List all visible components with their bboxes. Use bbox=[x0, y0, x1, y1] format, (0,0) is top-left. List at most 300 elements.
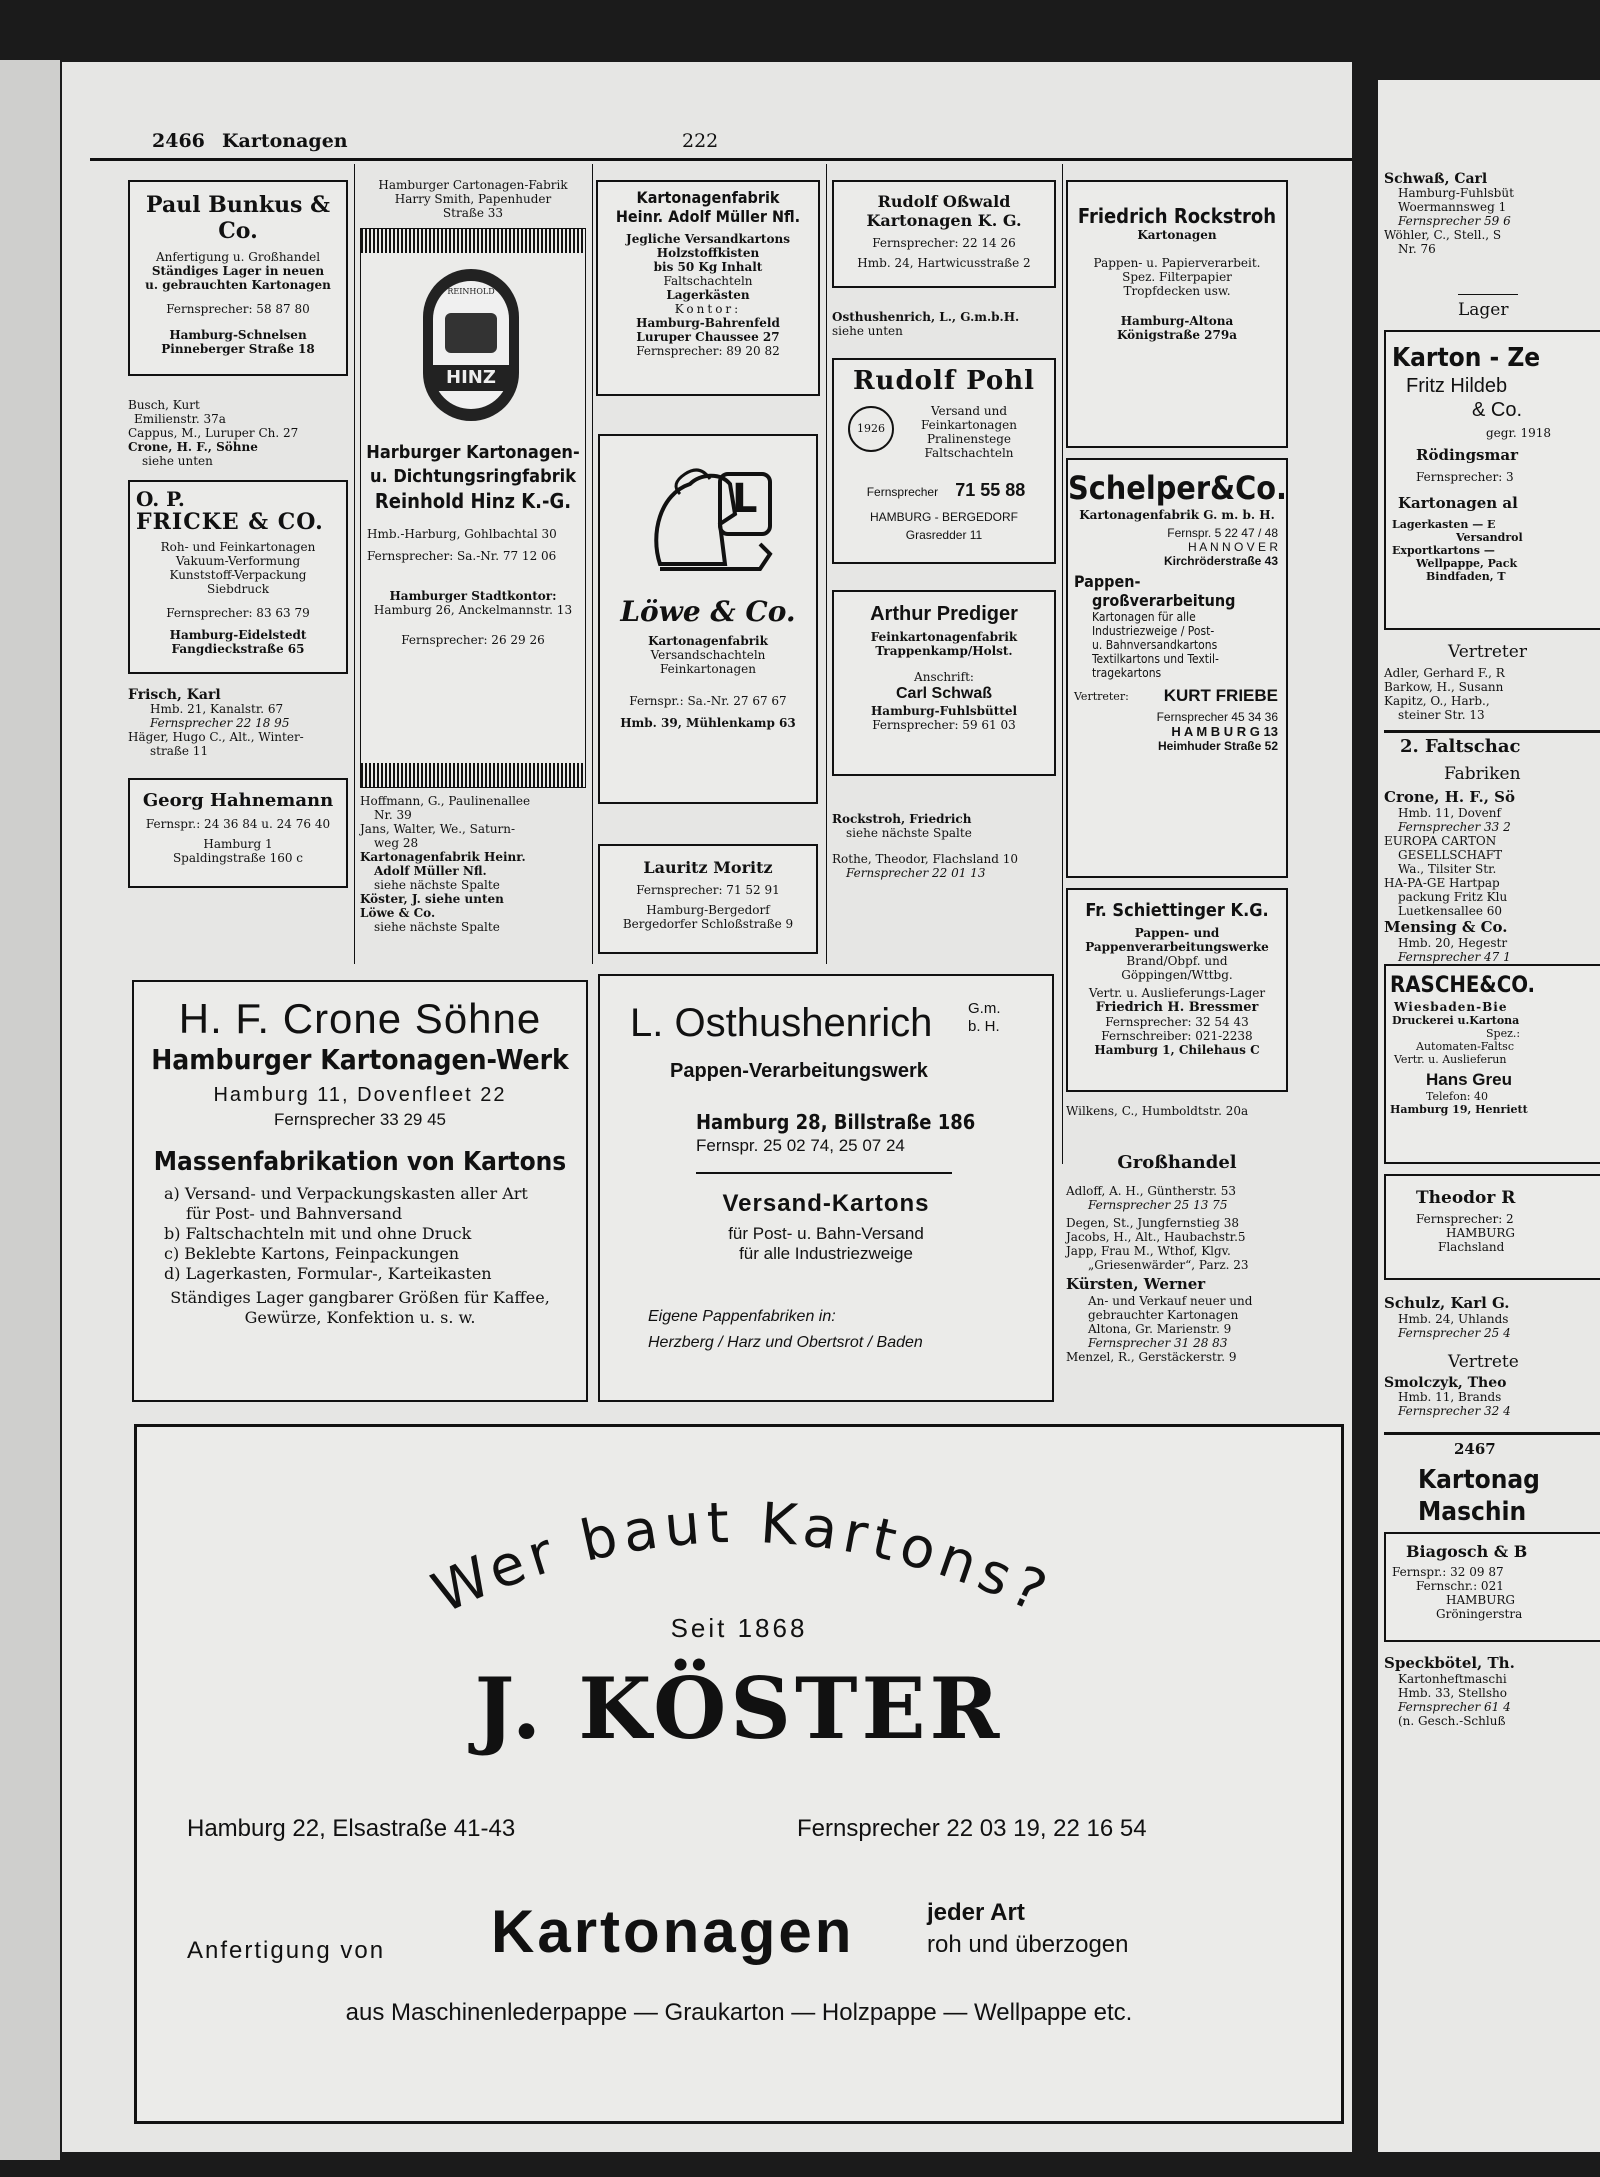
ad-theodor bbox=[1384, 1174, 1600, 1280]
phone: Fernsprecher: 26 29 26 bbox=[401, 633, 545, 647]
text-line: Luruper Chaussee 27 bbox=[636, 330, 780, 344]
text-line: Ständiges Lager in neuen bbox=[151, 264, 325, 278]
address: Hamburg 19, Henriett bbox=[1390, 1103, 1528, 1116]
company-name: J. KÖSTER bbox=[474, 1659, 1004, 1758]
text-line: Maschin bbox=[1418, 1497, 1527, 1527]
list-item: Rothe, Theodor, Flachsland 10 bbox=[832, 852, 1018, 866]
listing-group bbox=[1384, 1294, 1511, 1340]
phone: Fernsprecher: Sa.-Nr. 77 12 06 bbox=[367, 549, 557, 563]
pohl-contact bbox=[848, 480, 1044, 501]
address: Hmb.-Harburg, Gohlbachtal 30 bbox=[367, 527, 557, 541]
list-item: Fernsprecher 31 28 83 bbox=[1088, 1336, 1228, 1350]
text-line: Roh- und Feinkartonagen bbox=[160, 540, 316, 554]
page-number: 2466 bbox=[152, 130, 205, 152]
address: Hamburg 26, Anckelmannstr. 13 bbox=[373, 603, 573, 617]
list-item: Wa., Tilsiter Str. bbox=[1398, 862, 1497, 876]
ad-schelper bbox=[1066, 458, 1288, 878]
city: Hamburg-Altona bbox=[1120, 314, 1234, 328]
ad-loewe bbox=[598, 434, 818, 804]
street: Spaldingstraße 160 c bbox=[172, 851, 304, 865]
ad-rasche bbox=[1384, 964, 1600, 1164]
ad-koester bbox=[134, 1424, 1344, 2124]
listing-group bbox=[1384, 172, 1514, 256]
list-item: Barkow, H., Susann bbox=[1384, 680, 1504, 694]
listing-group bbox=[832, 310, 1019, 338]
address: Hmb. 24, Hartwicusstraße 2 bbox=[857, 256, 1031, 270]
text-line: Spez.: bbox=[1486, 1027, 1521, 1040]
founded-year: Seit 1868 bbox=[670, 1613, 808, 1643]
text-line: Druckerei u.Kartona bbox=[1392, 1014, 1520, 1027]
list-item: Jans, Walter, We., Saturn- bbox=[360, 822, 516, 836]
divider bbox=[1384, 1432, 1600, 1435]
street: Gröningerstra bbox=[1436, 1607, 1523, 1621]
list-item: siehe unten bbox=[142, 454, 213, 468]
text-line: Pappen- bbox=[1074, 572, 1141, 591]
list-item: Rockstroh, Friedrich bbox=[832, 812, 972, 826]
text-line: Bergedorfer Schloßstraße 9 bbox=[622, 917, 794, 931]
listing-group bbox=[1066, 1104, 1248, 1118]
list-item: b) Faltschachteln mit und ohne Druck bbox=[164, 1224, 472, 1243]
text-line: Lagerkästen bbox=[666, 288, 750, 302]
text-line: Wellpappe, Pack bbox=[1416, 557, 1518, 570]
list-item: Löwe & Co. bbox=[360, 906, 436, 920]
company-name: Georg Hahnemann bbox=[142, 790, 334, 811]
company-name-line2: FRICKE & CO. bbox=[136, 509, 324, 535]
text-line: Harburger Kartonagen- bbox=[366, 442, 580, 463]
text-line: Wiesbaden-Bie bbox=[1394, 1000, 1508, 1014]
text-line: großverarbeitung bbox=[1092, 591, 1236, 610]
text-line: Vertr. u. Auslieferungs-Lager bbox=[1088, 986, 1266, 1000]
list-item: Hmb. 21, Kanalstr. 67 bbox=[150, 702, 284, 716]
list-item: siehe unten bbox=[832, 324, 903, 338]
phone: Fernsprecher: 32 54 43 bbox=[1105, 1015, 1249, 1029]
city: HAMBURG bbox=[1446, 1593, 1515, 1607]
materials: aus Maschinenlederpappe — Graukarton — Holzpappe — Wellpappe etc. bbox=[345, 1999, 1133, 2026]
address: Hamburg 28, Billstraße 186 bbox=[696, 1110, 976, 1134]
text-line: bis 50 Kg Inhalt bbox=[653, 260, 763, 274]
text-line: u. Dichtungsringfabrik bbox=[370, 466, 576, 487]
list-item: Kürsten, Werner bbox=[1066, 1275, 1206, 1293]
listing-group bbox=[1384, 1654, 1515, 1728]
text-line: Kartonagenfabrik G. m. b. H. bbox=[1079, 508, 1275, 522]
text-line: Göppingen/Wttbg. bbox=[1121, 968, 1233, 982]
text-line: Faltschachteln bbox=[663, 274, 753, 288]
page-left bbox=[62, 62, 1352, 2152]
list-item: Fernsprecher 22 18 95 bbox=[150, 716, 290, 730]
list-item: Emilienstr. 37a bbox=[134, 412, 226, 426]
listing-group bbox=[1066, 1184, 1252, 1364]
list-item: Osthushenrich, L., G.m.b.H. bbox=[832, 310, 1020, 324]
text-line: roh und überzogen bbox=[927, 1931, 1129, 1958]
section-heading: Lager bbox=[1458, 300, 1509, 320]
text-line: Kartonagenfabrik bbox=[648, 634, 768, 648]
phone: 71 55 88 bbox=[955, 480, 1026, 500]
listing-smith bbox=[358, 178, 588, 220]
ad-mueller bbox=[596, 180, 820, 396]
text-line: Pappen- u. Papierverarbeit. bbox=[1093, 256, 1261, 270]
text-line: u. Bahnversandkartons bbox=[1092, 638, 1218, 652]
text-line: Kartonagen al bbox=[1398, 494, 1518, 512]
phone: Fernspr.: 24 36 84 u. 24 76 40 bbox=[145, 817, 331, 831]
page-number: 2467 bbox=[1454, 1440, 1496, 1458]
list-item: EUROPA CARTON bbox=[1384, 834, 1497, 848]
listing-group bbox=[1384, 1376, 1511, 1418]
company-name: RASCHE&CO. bbox=[1390, 973, 1536, 998]
city: H A M B U R G 13 bbox=[1171, 724, 1278, 739]
phone: Fernspr. 25 02 74, 25 07 24 bbox=[696, 1136, 905, 1155]
list-item: Fernsprecher 25 13 75 bbox=[1088, 1198, 1228, 1212]
list-item: Schwaß, Carl bbox=[1384, 171, 1488, 187]
list-item: Hamburg-Fuhlsbüt bbox=[1398, 186, 1514, 200]
list-item: für Post- und Bahnversand bbox=[186, 1204, 403, 1223]
list-item: Hmb. 11, Brands bbox=[1398, 1390, 1502, 1404]
company-name: Fr. Schiettinger K.G. bbox=[1085, 900, 1269, 921]
city: Hamburg-Eidelstedt bbox=[169, 628, 307, 642]
city: H A N N O V E R bbox=[1187, 540, 1278, 554]
ad-crone bbox=[132, 980, 588, 1402]
text-line: Kontor: bbox=[674, 302, 742, 316]
street: Pinneberger Straße 18 bbox=[161, 342, 315, 356]
text-line: Herzberg / Harz und Obertsrot / Baden bbox=[648, 1334, 923, 1351]
list-item: Nr. 76 bbox=[1398, 242, 1436, 256]
svg-text:Wer baut Kartons?: Wer baut Kartons? bbox=[423, 1490, 1061, 1628]
list-item: Hmb. 11, Dovenf bbox=[1398, 806, 1501, 820]
text-line: Automaten-Faltsc bbox=[1416, 1040, 1514, 1053]
listing-group bbox=[128, 398, 298, 468]
ad-osswald bbox=[832, 180, 1056, 288]
phone: Fernsprecher: 59 61 03 bbox=[872, 718, 1016, 732]
column-divider bbox=[826, 164, 827, 964]
telex: Fernschr.: 021 bbox=[1416, 1579, 1504, 1593]
headline: Massenfabrikation von Kartons bbox=[153, 1147, 567, 1177]
list-item: Adler, Gerhard F., R bbox=[1384, 666, 1505, 680]
listing-group bbox=[128, 688, 304, 758]
list-item: Schulz, Karl G. bbox=[1384, 1294, 1510, 1312]
logo-ring-text: REINHOLD bbox=[447, 287, 495, 296]
text-line: Hamburg-Bahrenfeld bbox=[636, 316, 780, 330]
ad-hinz bbox=[360, 228, 586, 788]
text-line: Heinr. Adolf Müller Nfl. bbox=[615, 207, 801, 226]
list-item: Fernsprecher 33 2 bbox=[1398, 820, 1511, 834]
company-name-line2: Kartonagen K. G. bbox=[866, 211, 1022, 230]
list-item: Altona, Gr. Marienstr. 9 bbox=[1088, 1322, 1232, 1336]
company-name: Rudolf Pohl bbox=[852, 366, 1036, 396]
company-name: Karton - Ze bbox=[1392, 343, 1541, 373]
street: Grasredder 11 bbox=[905, 528, 983, 542]
listing-group bbox=[360, 794, 530, 934]
phone: Fernsprecher: 58 87 80 bbox=[166, 302, 310, 316]
column-divider bbox=[592, 164, 593, 964]
phone: Fernspr. 5 22 47 / 48 bbox=[1167, 526, 1278, 540]
list-item: Hmb. 20, Hegestr bbox=[1398, 936, 1508, 950]
ad-prediger bbox=[832, 590, 1056, 776]
year-seal-icon: 1926 bbox=[848, 406, 894, 452]
decorative-border bbox=[361, 763, 585, 787]
loewe-text bbox=[600, 634, 816, 730]
company-name: Theodor R bbox=[1416, 1188, 1516, 1208]
ad-moritz bbox=[598, 844, 818, 954]
text-line: Eigene Pappenfabriken in: bbox=[648, 1308, 836, 1325]
section-heading: Großhandel bbox=[1117, 1152, 1237, 1173]
agent-name: KURT FRIEBE bbox=[1163, 686, 1278, 705]
text-line: Hamburg-Fuhlsbüttel bbox=[870, 704, 1018, 718]
text-line: gegr. 1918 bbox=[1486, 426, 1552, 440]
list-item: Fernsprecher 22 01 13 bbox=[846, 866, 986, 880]
company-name: Friedrich Rockstroh bbox=[1077, 204, 1277, 228]
street: Fangdieckstraße 65 bbox=[171, 642, 305, 656]
hinz-address bbox=[367, 527, 557, 563]
phone: Fernsprecher: 71 52 91 bbox=[636, 883, 780, 897]
logo-letter: L bbox=[732, 476, 758, 522]
text-line: Kartonagenfabrik bbox=[636, 188, 780, 207]
list-item: Japp, Frau M., Wthof, Klgv. bbox=[1066, 1244, 1231, 1258]
text-line: Lagerkasten — E bbox=[1392, 518, 1496, 531]
text-line: Anschrift: bbox=[914, 670, 974, 684]
section-heading: Fabriken bbox=[1444, 764, 1521, 784]
address: Hamburg 1, Chilehaus C bbox=[1094, 1043, 1260, 1057]
text-line: Kartonag bbox=[1418, 1465, 1540, 1495]
phone: Telefon: 40 bbox=[1426, 1090, 1488, 1103]
company-name: Lauritz Moritz bbox=[643, 858, 773, 877]
list-item: Smolczyk, Theo bbox=[1384, 1375, 1507, 1391]
address: Hmb. 39, Mühlenkamp 63 bbox=[620, 716, 796, 730]
text-line: Kartonagen für alle bbox=[1092, 610, 1196, 624]
phone: Fernsprecher: 22 14 26 bbox=[872, 236, 1016, 250]
headline: Versand-Kartons bbox=[722, 1190, 930, 1217]
list-item: weg 28 bbox=[374, 836, 419, 850]
phone: Fernsprecher: 3 bbox=[1416, 470, 1514, 484]
list-item: Wilkens, C., Humboldtstr. 20a bbox=[1066, 1104, 1249, 1118]
list-item: Hoffmann, G., Paulinenallee bbox=[360, 794, 531, 808]
text-line: jeder Art bbox=[927, 1899, 1025, 1926]
company-name: Löwe & Co. bbox=[620, 595, 796, 628]
text-line: Pralinenstege bbox=[926, 432, 1012, 446]
section-title: Kartonagen bbox=[222, 130, 348, 152]
divider bbox=[696, 1172, 952, 1174]
section-heading: 2. Faltschac bbox=[1400, 736, 1521, 757]
osthus-text bbox=[600, 1224, 1052, 1264]
company-name: Schelper&Co. bbox=[1068, 469, 1287, 507]
text-line: Reinhold Hinz K.-G. bbox=[374, 489, 572, 513]
list-item: Kartonagenfabrik Heinr. bbox=[360, 850, 526, 864]
list-item: Mensing & Co. bbox=[1384, 918, 1508, 936]
list-item: Straße 33 bbox=[442, 206, 504, 220]
list-item: Cappus, M., Luruper Ch. 27 bbox=[128, 426, 299, 440]
list-item: „Griesenwärder“, Parz. 23 bbox=[1088, 1258, 1249, 1272]
ad-pohl bbox=[832, 358, 1056, 564]
company-name-line1: O. P. bbox=[136, 487, 185, 511]
text-line: Versandrol bbox=[1456, 531, 1523, 544]
text-line: für Post- u. Bahn-Versand bbox=[728, 1224, 924, 1243]
text-line: Fritz Hildeb bbox=[1406, 375, 1508, 397]
text-line: Pappenverarbeitungswerke bbox=[1085, 940, 1269, 954]
section-heading: Vertrete bbox=[1448, 1352, 1519, 1372]
osthus-factories bbox=[648, 1304, 923, 1356]
list-item: siehe nächste Spalte bbox=[374, 920, 500, 934]
list-item: Jacobs, H., Alt., Haubachstr.5 bbox=[1066, 1230, 1246, 1244]
list-item: Harry Smith, Papenhuder bbox=[394, 192, 552, 206]
text-line: & Co. bbox=[1472, 399, 1523, 421]
list-item: Köster, J. siehe unten bbox=[360, 892, 504, 906]
text-line: Exportkartons — bbox=[1392, 544, 1495, 557]
section-title bbox=[1418, 1464, 1540, 1528]
text-line: Anfertigung von bbox=[187, 1937, 386, 1964]
listing-group bbox=[832, 812, 1018, 880]
text-line: Industriezweige / Post- bbox=[1092, 624, 1215, 638]
company-name: Rudolf Oßwald bbox=[877, 192, 1011, 211]
list-item: packung Fritz Klu bbox=[1398, 890, 1508, 904]
text-line: tragekartons bbox=[1092, 666, 1162, 680]
list-item: Fernsprecher 61 4 bbox=[1398, 1700, 1511, 1714]
list-item: Busch, Kurt bbox=[128, 398, 200, 412]
text-line: Hamburg-Bergedorf bbox=[646, 903, 770, 917]
phone: Fernspr.: 32 09 87 bbox=[1392, 1565, 1504, 1579]
label: Vertreter: bbox=[1074, 690, 1129, 703]
company-subtitle: Hamburger Kartonagen-Werk bbox=[151, 1043, 569, 1076]
text-line: Vertr. u. Auslieferun bbox=[1394, 1053, 1507, 1066]
list-item: Hamburger Cartonagen-Fabrik bbox=[378, 178, 568, 192]
ad-hahnemann bbox=[128, 778, 348, 888]
column-divider bbox=[1062, 164, 1063, 1164]
phone: Fernspr.: Sa.-Nr. 27 67 67 bbox=[629, 694, 787, 708]
phone: Fernsprecher 33 29 45 bbox=[274, 1110, 446, 1129]
list-item: gebrauchter Kartonagen bbox=[1088, 1308, 1239, 1322]
list-item: Kartonheftmaschi bbox=[1398, 1672, 1507, 1686]
hinz-logo bbox=[423, 269, 519, 421]
list-item: steiner Str. 13 bbox=[1398, 708, 1485, 722]
list-item: Adolf Müller Nfl. bbox=[374, 864, 487, 878]
list-item: Fernsprecher 32 4 bbox=[1398, 1404, 1511, 1418]
list-item: Nr. 39 bbox=[374, 808, 412, 822]
telex: Fernschreiber: 021-2238 bbox=[1101, 1029, 1253, 1043]
text-line: Textilkartons und Textil- bbox=[1092, 652, 1219, 666]
list-item: a) Versand- und Verpackungskasten aller Art bbox=[164, 1184, 528, 1203]
list-item: Degen, St., Jungfernstieg 38 bbox=[1066, 1216, 1239, 1230]
list-item: (n. Gesch.-Schluß bbox=[1398, 1714, 1506, 1728]
legal-form-line: b. H. bbox=[968, 1018, 1000, 1035]
list-item: straße 11 bbox=[150, 744, 209, 758]
list-item: c) Beklebte Kartons, Feinpackungen bbox=[164, 1244, 460, 1263]
lion-logo-icon bbox=[640, 454, 780, 584]
company-subtitle: Pappen-Verarbeitungswerk bbox=[670, 1060, 928, 1082]
text-line: Siebdruck bbox=[207, 582, 269, 596]
text-line: Pappen- und bbox=[1134, 926, 1220, 940]
phone-label: Fernsprecher bbox=[866, 485, 939, 499]
text-line: Feinkartonagenfabrik bbox=[870, 630, 1018, 644]
binding-margin bbox=[0, 60, 60, 2160]
text-line: Ständiges Lager gangbarer Größen für Kaffee, bbox=[170, 1288, 550, 1307]
city: Hamburg-Schnelsen bbox=[169, 328, 307, 342]
list-item: GESELLSCHAFT bbox=[1398, 848, 1503, 862]
phone: Fernsprecher 45 34 36 bbox=[1156, 710, 1278, 724]
page-right bbox=[1378, 80, 1600, 2152]
list-item: Fernsprecher 25 4 bbox=[1398, 1326, 1511, 1340]
divider bbox=[1458, 294, 1518, 295]
column-divider bbox=[354, 164, 355, 964]
street: Heimhuder Straße 52 bbox=[1157, 739, 1278, 753]
list-item: siehe nächste Spalte bbox=[846, 826, 972, 840]
text-line: Versand und bbox=[930, 404, 1008, 418]
text-line: Gewürze, Konfektion u. s. w. bbox=[244, 1308, 476, 1327]
address: Hamburg 11, Dovenfleet 22 bbox=[213, 1084, 507, 1106]
koester-right bbox=[927, 1897, 1129, 1961]
phone: Fernsprecher 22 03 19, 22 16 54 bbox=[797, 1815, 1147, 1842]
text-line: Holzstoffkisten bbox=[656, 246, 760, 260]
company-name: Biagosch & B bbox=[1406, 1542, 1528, 1561]
text-line: u. gebrauchten Kartonagen bbox=[145, 278, 331, 292]
agent-name: Hans Greu bbox=[1426, 1070, 1512, 1089]
ad-osthushenrich bbox=[598, 974, 1054, 1402]
list-item: Häger, Hugo C., Alt., Winter- bbox=[128, 730, 304, 744]
text-line: Vakuum-Verformung bbox=[175, 554, 301, 568]
street: Kirchröderstraße 43 bbox=[1163, 554, 1278, 568]
pohl-text bbox=[894, 404, 1044, 460]
list-item: Frisch, Karl bbox=[128, 687, 221, 703]
text-line: Carl Schwaß bbox=[895, 685, 993, 702]
phone: Fernsprecher: 83 63 79 bbox=[166, 606, 310, 620]
hinz-kontor bbox=[361, 589, 585, 647]
text-line: Anfertigung u. Großhandel bbox=[155, 250, 321, 264]
text-line: Feinkartonagen bbox=[921, 418, 1017, 432]
list-item: HA-PA-GE Hartpap bbox=[1384, 876, 1500, 890]
text-line: Feinkartonagen bbox=[660, 662, 756, 676]
text-line: Brand/Obpf. und bbox=[1126, 954, 1228, 968]
text-line: Tropfdecken usw. bbox=[1123, 284, 1231, 298]
list-item: Menzel, R., Gerstäckerstr. 9 bbox=[1066, 1350, 1237, 1364]
listing-group bbox=[1384, 666, 1505, 722]
ad-schiettinger bbox=[1066, 888, 1288, 1092]
text-line: Hamburger Stadtkontor: bbox=[389, 589, 557, 603]
list-item: Fernsprecher 59 6 bbox=[1398, 214, 1511, 228]
divider bbox=[1384, 730, 1600, 733]
text-line: Kunststoff-Verpackung bbox=[169, 568, 307, 582]
company-name: Paul Bunkus & Co. bbox=[146, 192, 330, 244]
company-name: L. Osthushenrich bbox=[630, 1001, 933, 1045]
logo-text: HINZ bbox=[429, 365, 513, 391]
list-item: Crone, H. F., Söhne bbox=[128, 440, 258, 454]
text-line: für alle Industriezweige bbox=[739, 1244, 913, 1263]
agent-name: Friedrich H. Bressmer bbox=[1095, 1000, 1259, 1015]
phone: Fernsprecher: 2 bbox=[1416, 1212, 1514, 1226]
list-item: Kapitz, O., Harb., bbox=[1384, 694, 1490, 708]
hinz-headline bbox=[361, 441, 585, 513]
list-item: Wöhler, C., Stell., S bbox=[1384, 228, 1502, 242]
city: HAMBURG bbox=[1446, 1226, 1515, 1240]
header-rule bbox=[90, 158, 1352, 161]
list-item: Crone, H. F., Sö bbox=[1384, 788, 1516, 806]
list-item: Luetkensallee 60 bbox=[1398, 904, 1502, 918]
address: Hamburg 22, Elsastraße 41-43 bbox=[187, 1815, 516, 1842]
city: HAMBURG - BERGEDORF bbox=[869, 510, 1018, 524]
ad-fricke bbox=[128, 480, 348, 674]
text-line: Kartonagen bbox=[1137, 228, 1217, 242]
logo-emblem-icon bbox=[445, 313, 497, 353]
list-item: Adloff, A. H., Güntherstr. 53 bbox=[1066, 1184, 1237, 1198]
street: Flachsland bbox=[1438, 1240, 1505, 1254]
listing-group bbox=[1384, 788, 1515, 964]
list-item: Speckbötel, Th. bbox=[1384, 1654, 1515, 1672]
ad-karton-zentrale bbox=[1384, 330, 1600, 630]
text-line: Faltschachteln bbox=[924, 446, 1014, 460]
list-item: Woermannsweg 1 bbox=[1398, 200, 1507, 214]
company-name: Arthur Prediger bbox=[870, 603, 1018, 625]
list-item: An- und Verkauf neuer und bbox=[1088, 1294, 1253, 1308]
street: Königstraße 279a bbox=[1117, 328, 1237, 342]
phone: Fernsprecher: 89 20 82 bbox=[636, 344, 780, 358]
legal-form bbox=[968, 1000, 1001, 1036]
text-line: Spez. Filterpapier bbox=[1122, 270, 1232, 284]
city: Hamburg 1 bbox=[203, 837, 273, 851]
